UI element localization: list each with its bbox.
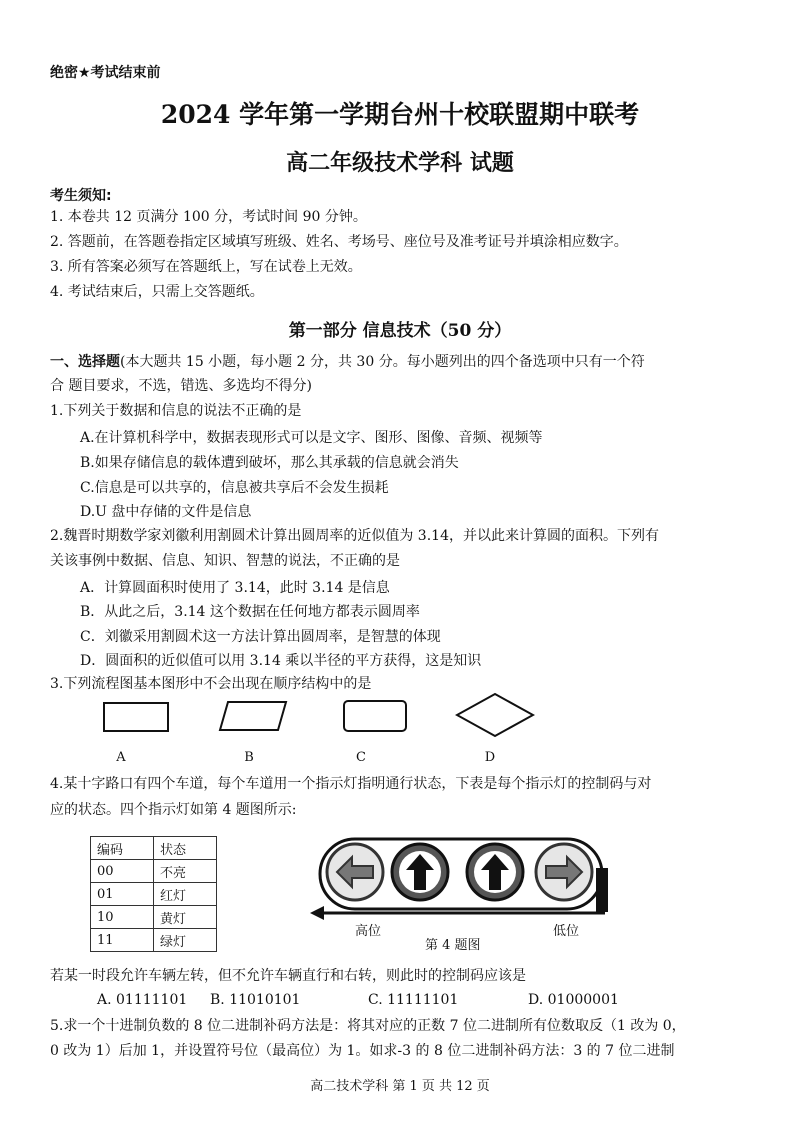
table-row	[91, 929, 217, 952]
page-footer: 高二技术学科 第 1 页 共 12 页	[310, 1079, 490, 1094]
low-bit-label: 低位	[553, 924, 580, 939]
up-arrow-light-icon	[392, 844, 448, 900]
table-cell: 绿灯	[154, 929, 217, 952]
table-header-cell: 编码	[91, 837, 154, 860]
table-row	[91, 883, 217, 906]
exam-title: 2024 学年第一学期台州十校联盟期中联考	[160, 100, 640, 129]
notice-item: 3. 所有答案必须写在答题纸上，写在试卷上无效。	[50, 259, 362, 275]
parallelogram-shape	[218, 700, 288, 732]
q1-option-b: B.如果存储信息的载体遭到破坏，那么其承载的信息就会消失	[80, 455, 459, 471]
option-label-b: B	[244, 750, 254, 765]
q2-stem-cont: 关该事例中数据、信息、知识、智慧的说法，不正确的是	[50, 553, 400, 569]
rounded-rectangle-shape	[343, 700, 407, 732]
q4-followup: 若某一时段允许车辆左转，但不允许车辆直行和右转，则此时的控制码应该是	[50, 968, 526, 984]
notice-item: 2. 答题前，在答题卷指定区域填写班级、姓名、考场号、座位号及准考证号并填涂相应数字。	[50, 234, 628, 250]
notice-item: 1. 本卷共 12 页满分 100 分，考试时间 90 分钟。	[50, 209, 367, 225]
option-label-a: A	[116, 750, 126, 765]
high-bit-label: 高位	[355, 924, 382, 939]
table-cell: 11	[91, 929, 154, 952]
q4-stem-cont: 应的状态。四个指示灯如第 4 题图所示:	[50, 802, 297, 818]
q4-option-b: B. 11010101	[210, 992, 301, 1008]
section-intro	[50, 352, 645, 372]
secret-label: 绝密★考试结束前	[50, 65, 161, 81]
process-rectangle-shape	[103, 702, 169, 732]
q4-stem: 4.某十字路口有四个车道，每个车道用一个指示灯指明通行状态，下表是每个指示灯的控制码与对	[50, 776, 652, 792]
q1-option-c: C.信息是可以共享的，信息被共享后不会发生损耗	[80, 480, 389, 496]
q1-option-d: D.U 盘中存储的文件是信息	[80, 504, 252, 520]
q5-stem-cont: 0 改为 1）后加 1，并设置符号位（最高位）为 1。如求-3 的 8 位二进制补码方法：3 的 7 位二进制	[50, 1043, 675, 1059]
right-arrow-light-icon	[536, 844, 592, 900]
q4-option-d: D. 01000001	[528, 992, 619, 1008]
table-cell: 10	[91, 906, 154, 929]
notice-item: 4. 考试结束后，只需上交答题纸。	[50, 284, 264, 300]
diamond-shape	[455, 692, 535, 738]
figure-caption: 第 4 题图	[425, 938, 481, 953]
q4-option-c: C. 11111101	[368, 992, 459, 1008]
parallelogram-outline	[220, 702, 286, 730]
table-cell: 00	[91, 860, 154, 883]
traffic-light-figure	[300, 824, 640, 940]
part-title: 第一部分 信息技术（50 分）	[288, 321, 512, 341]
panel-bracket	[596, 868, 608, 912]
table-cell: 黄灯	[154, 906, 217, 929]
diamond-outline	[457, 694, 533, 736]
notice-heading: 考生须知:	[50, 188, 112, 204]
table-header-row	[91, 837, 217, 860]
table-cell: 01	[91, 883, 154, 906]
q2-option-d: D．圆面积的近似值可以用 3.14 乘以半径的平方获得，这是知识	[80, 653, 482, 669]
option-label-c: C	[356, 750, 366, 765]
q1-option-a: A.在计算机科学中，数据表现形式可以是文字、图形、图像、音频、视频等	[80, 430, 543, 446]
q1-stem: 1.下列关于数据和信息的说法不正确的是	[50, 403, 302, 419]
table-row	[91, 906, 217, 929]
option-label-d: D	[484, 750, 496, 765]
table-cell: 红灯	[154, 883, 217, 906]
q2-option-c: C．刘徽采用割圆术这一方法计算出圆周率，是智慧的体现	[80, 629, 441, 645]
up-arrow-light-icon	[467, 844, 523, 900]
q2-stem: 2.魏晋时期数学家刘徽利用割圆术计算出圆周率的近似值为 3.14，并以此来计算圆的面积。下列有	[50, 528, 659, 544]
section-desc: (本大题共 15 小题，每小题 2 分，共 30 分。每小题列出的四个备选项中只有一个符	[120, 354, 645, 370]
q3-stem: 3.下列流程图基本图形中不会出现在顺序结构中的是	[50, 676, 372, 692]
left-arrow-light-icon	[327, 844, 383, 900]
q5-stem: 5.求一个十进制负数的 8 位二进制补码方法是：将其对应的正数 7 位二进制所有位数取反（1 改为 0，	[50, 1018, 686, 1034]
table-row	[91, 860, 217, 883]
section-desc-cont: 合 题目要求，不选，错选、多选均不得分)	[50, 378, 312, 394]
q2-option-b: B．从此之后，3.14 这个数据在任何地方都表示圆周率	[80, 604, 420, 620]
arrow-head-icon	[310, 906, 324, 920]
q2-option-a: A．计算圆面积时使用了 3.14，此时 3.14 是信息	[80, 580, 390, 596]
q4-option-a: A. 01111101	[97, 992, 188, 1008]
section-label: 一、选择题	[50, 354, 120, 370]
code-table	[90, 836, 217, 952]
table-header-cell: 状态	[154, 837, 217, 860]
table-cell: 不亮	[154, 860, 217, 883]
exam-subtitle: 高二年级技术学科 试题	[286, 150, 514, 176]
